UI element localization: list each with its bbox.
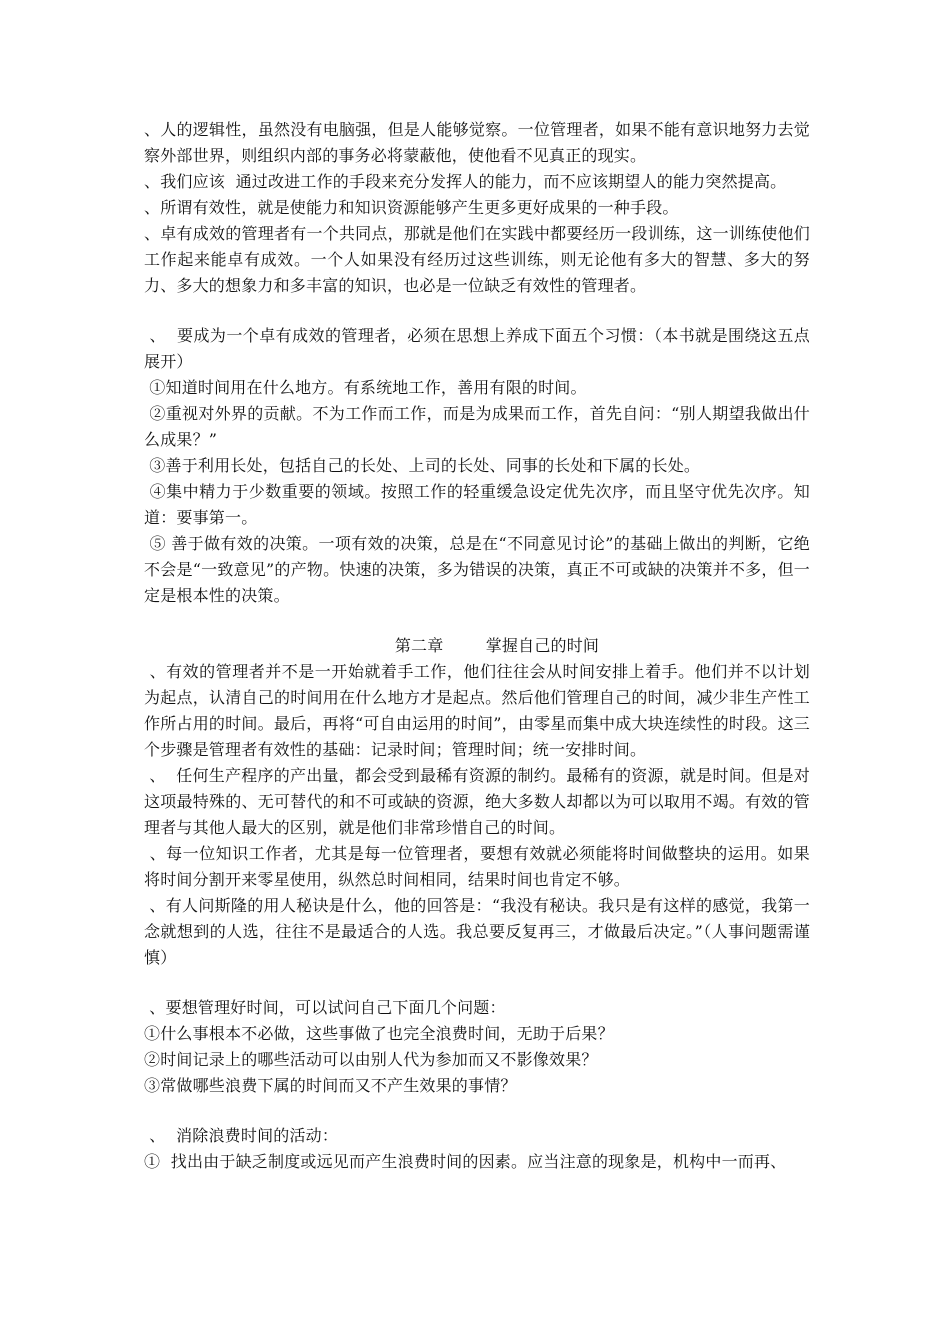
chapter-title: 第二章 掌握自己的时间	[394, 636, 600, 655]
paragraph: 、有人问斯隆的用人秘诀是什么，他的回答是：“我没有秘诀。我只是有这样的感觉，我第一念就想到的人选，往往不是最适合的人选。我总要反复再三，才做最后决定。”（人事问题需谨慎）	[144, 896, 810, 967]
habit-item: ③善于利用长处，包括自己的长处、上司的长处、同事的长处和下属的长处。	[144, 456, 701, 475]
paragraph: 、我们应该 通过改进工作的手段来充分发挥人的能力，而不应该期望人的能力突然提高。	[144, 172, 787, 191]
question-item: ③常做哪些浪费下属的时间而又不产生效果的事情？	[144, 1076, 517, 1095]
paragraph: 、人的逻辑性，虽然没有电脑强，但是人能够觉察。一位管理者，如果不能有意识地努力去觉察外部世界，则组织内部的事务必将蒙蔽他，使他看不见真正的现实。	[144, 120, 810, 165]
blank-line	[144, 971, 810, 995]
habit-item: ⑤ 善于做有效的决策。一项有效的决策，总是在“不同意见讨论”的基础上做出的判断，它绝不会是“一致意见”的产物。快速的决策，多为错误的决策，真正不可或缺的决策并不多，但一定是根本性的决策。	[144, 534, 810, 605]
habit-item: ②重视对外界的贡献。不为工作而工作，而是为成果而工作，首先自问：“别人期望我做出什么成果？”	[144, 404, 810, 449]
habit-item: ①知道时间用在什么地方。有系统地工作，善用有限的时间。	[144, 378, 587, 397]
habit-item: ④集中精力于少数重要的领域。按照工作的轻重缓急设定优先次序，而且坚守优先次序。知道：要事第一。	[144, 482, 810, 527]
document-body	[144, 117, 810, 1175]
blank-line	[144, 1099, 810, 1123]
eliminate-intro: 、 消除浪费时间的活动：	[144, 1126, 339, 1145]
blank-line	[144, 299, 810, 323]
blank-line	[144, 609, 810, 633]
paragraph: 、 任何生产程序的产出量，都会受到最稀有资源的制约。最稀有的资源，就是时间。但是对这项最特殊的、无可替代的和不可或缺的资源，绝大多数人却都以为可以取用不竭。有效的管理者与其他人最大的区别，就是他们非常珍惜自己的时间。	[144, 766, 810, 837]
paragraph: 、所谓有效性，就是使能力和知识资源能够产生更多更好成果的一种手段。	[144, 198, 679, 217]
question-item: ①什么事根本不必做，这些事做了也完全浪费时间，无助于后果？	[144, 1024, 614, 1043]
paragraph: 、有效的管理者并不是一开始就着手工作，他们往往会从时间安排上着手。他们并不以计划为起点，认清自己的时间用在什么地方才是起点。然后他们管理自己的时间，减少非生产性工作所占用的时间。最后，再将“可自由运用的时间”，由零星而集中成大块连续性的时段。这三个步骤是管理者有效性的基础：记录时间；管理时间；统一安排时间。	[144, 662, 810, 759]
habits-intro: 、 要成为一个卓有成效的管理者，必须在思想上养成下面五个习惯：（本书就是围绕这五点展开）	[144, 326, 810, 371]
eliminate-item: ① 找出由于缺乏制度或远见而产生浪费时间的因素。应当注意的现象是，机构中一而再、	[144, 1152, 787, 1171]
paragraph: 、卓有成效的管理者有一个共同点，那就是他们在实践中都要经历一段训练，这一训练使他们工作起来能卓有成效。一个人如果没有经历过这些训练，则无论他有多大的智慧、多大的努力、多大的想象力和多丰富的知识，也必是一位缺乏有效性的管理者。	[144, 224, 810, 295]
questions-intro: 、要想管理好时间，可以试问自己下面几个问题：	[144, 998, 506, 1017]
question-item: ②时间记录上的哪些活动可以由别人代为参加而又不影像效果？	[144, 1050, 598, 1069]
paragraph: 、每一位知识工作者，尤其是每一位管理者，要想有效就必须能将时间做整块的运用。如果将时间分割开来零星使用，纵然总时间相同，结果时间也肯定不够。	[144, 844, 810, 889]
